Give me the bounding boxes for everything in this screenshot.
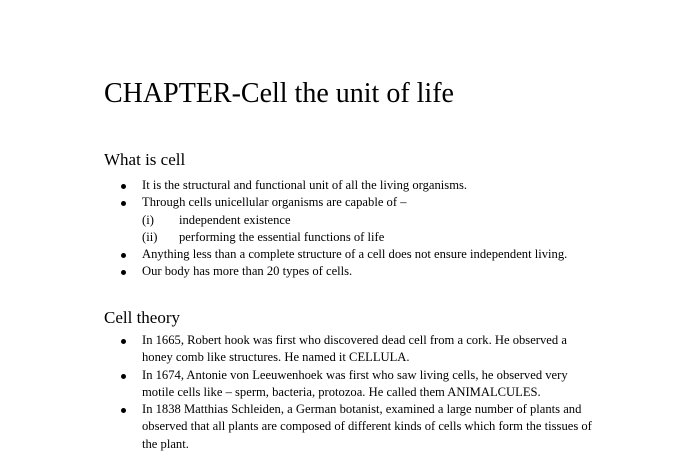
- section-heading-what-is-cell: What is cell: [104, 150, 186, 169]
- sub-list-item: [142, 229, 592, 246]
- cell-theory-list: [142, 332, 592, 453]
- sub-list: [142, 212, 592, 247]
- sub-list-item: [142, 212, 592, 229]
- sub-item-number: (i): [142, 212, 154, 227]
- bullet-icon: [121, 374, 126, 379]
- list-item-text: In 1674, Antonie von Leeuwenhoek was first who saw living cells, he observed very motile cells like – sperm, bacteria, protozoa. He called them ANIMALCULES.: [142, 367, 568, 399]
- list-item: [142, 401, 592, 453]
- document-title: CHAPTER-Cell the unit of life: [104, 78, 454, 109]
- list-item-text: Our body has more than 20 types of cells.: [142, 264, 353, 279]
- list-item: [142, 367, 592, 402]
- list-item-text: In 1665, Robert hook was first who discovered dead cell from a cork. He observed a honey comb like structures. He named it CELLULA.: [142, 333, 567, 365]
- list-item-text: It is the structural and functional unit of all the living organisms.: [142, 178, 468, 192]
- bullet-icon: [121, 201, 126, 206]
- list-item: [142, 177, 592, 194]
- bullet-icon: [121, 270, 126, 275]
- list-item: [142, 246, 592, 263]
- what-is-cell-list: [142, 177, 592, 281]
- bullet-icon: [121, 408, 126, 413]
- bullet-icon: [121, 339, 126, 344]
- list-item: [142, 263, 592, 280]
- sub-item-number: (ii): [142, 229, 158, 244]
- list-item-text: Anything less than a complete structure of a cell does not ensure independent living.: [142, 247, 568, 262]
- list-item: [142, 194, 592, 246]
- list-item: [142, 332, 592, 367]
- list-item-text: In 1838 Matthias Schleiden, a German botanist, examined a large number of plants and observed that all plants are composed of different kinds of cells which form the tissues of the plant.: [142, 402, 592, 451]
- sub-item-text: performing the essential functions of life: [179, 229, 385, 244]
- sub-item-text: independent existence: [179, 212, 291, 227]
- bullet-icon: [121, 184, 126, 189]
- list-item-text: Through cells unicellular organisms are capable of –: [142, 195, 407, 210]
- section-heading-cell-theory: Cell theory: [104, 308, 181, 327]
- bullet-icon: [121, 253, 126, 258]
